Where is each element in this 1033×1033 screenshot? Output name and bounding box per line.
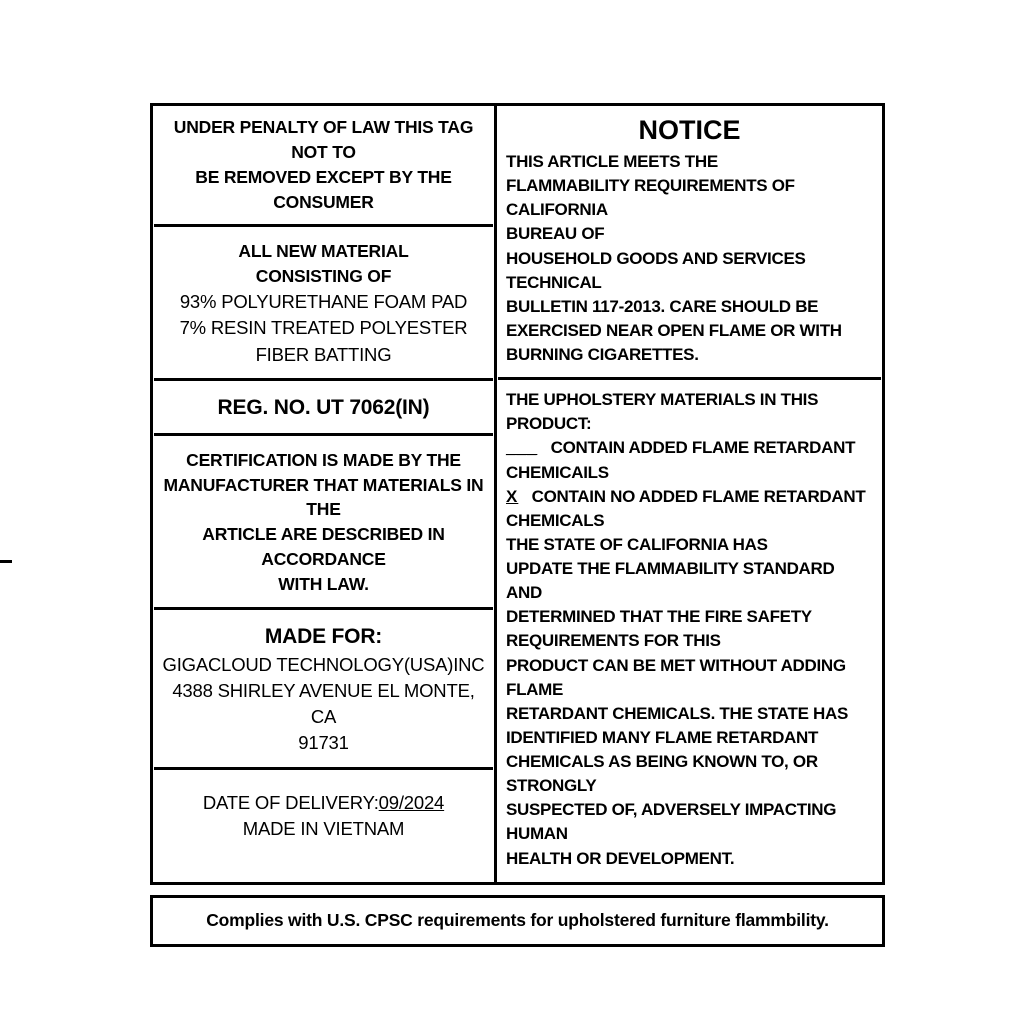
upholstery-option-2-cont: CHEMICALS [505, 510, 605, 530]
certification-line-4: WITH LAW. [278, 573, 369, 594]
upholstery-option-1 [506, 436, 873, 460]
upholstery-option-2 [506, 485, 873, 509]
upholstery-line-2: UPDATE THE FLAMMABILITY STANDARD AND [505, 559, 835, 603]
materials-line-1: ALL NEW MATERIAL [238, 241, 409, 262]
option-1-text: CONTAIN ADDED FLAME RETARDANT [550, 438, 856, 458]
materials-line-5: FIBER BATTING [255, 343, 392, 365]
penalty-line-1: UNDER PENALTY OF LAW THIS TAG NOT TO [173, 117, 474, 162]
materials-block [154, 227, 493, 380]
registration-number: REG. NO. UT 7062(IN) [217, 395, 430, 419]
delivery-date-label: DATE OF DELIVERY: [202, 791, 379, 813]
cpsc-footer-box [150, 895, 885, 947]
upholstery-heading: THE UPHOLSTERY MATERIALS IN THIS PRODUCT: [505, 390, 819, 434]
upholstery-line-6: RETARDANT CHEMICALS. THE STATE HAS [505, 703, 849, 723]
law-label [150, 103, 885, 976]
made-for-block [154, 610, 493, 770]
registration-block [154, 381, 493, 436]
penalty-line-2: BE REMOVED EXCEPT BY THE CONSUMER [195, 166, 452, 212]
upholstery-line-7: IDENTIFIED MANY FLAME RETARDANT [505, 727, 819, 747]
upholstery-line-8: CHEMICALS AS BEING KNOWN TO, OR STRONGLY [505, 752, 818, 796]
cpsc-footer-text: Complies with U.S. CPSC requirements for upholstered furniture flammbility. [206, 909, 829, 930]
left-column [152, 105, 496, 884]
option-1-mark[interactable]: ___ [505, 438, 538, 458]
option-2-mark[interactable]: X [505, 486, 519, 506]
notice-line-5: BULLETIN 117-2013. CARE SHOULD BE [505, 296, 819, 316]
right-column [495, 105, 883, 884]
delivery-date-value: 09/2024 [378, 791, 445, 813]
upholstery-line-9: SUSPECTED OF, ADVERSELY IMPACTING HUMAN [505, 800, 837, 844]
option-2-text: CONTAIN NO ADDED FLAME RETARDANT [531, 486, 866, 506]
notice-block [498, 107, 881, 380]
upholstery-line-10: HEALTH OR DEVELOPMENT. [505, 848, 735, 868]
certification-line-2: MANUFACTURER THAT MATERIALS IN THE [163, 474, 484, 520]
materials-line-2: CONSISTING OF [255, 266, 392, 287]
delivery-date-row [160, 778, 487, 816]
edge-tick-mark [0, 560, 12, 563]
notice-line-4: HOUSEHOLD GOODS AND SERVICES TECHNICAL [505, 248, 806, 292]
notice-line-6: EXERCISED NEAR OPEN FLAME OR WITH [505, 320, 842, 340]
penalty-block [154, 107, 493, 227]
label-table [150, 103, 885, 885]
made-for-line-3: 91731 [298, 732, 349, 754]
made-in-line: MADE IN VIETNAM [242, 817, 405, 839]
upholstery-block [498, 380, 881, 881]
upholstery-line-5: PRODUCT CAN BE MET WITHOUT ADDING FLAME [505, 655, 846, 699]
made-for-line-2: 4388 SHIRLEY AVENUE EL MONTE, CA [172, 679, 475, 728]
notice-title: NOTICE [638, 115, 741, 145]
upholstery-option-1-cont: CHEMICAILS [505, 462, 609, 482]
certification-block [154, 436, 493, 610]
table-row [152, 105, 884, 884]
materials-line-4: 7% RESIN TREATED POLYESTER [179, 317, 468, 339]
notice-line-3: BUREAU OF [505, 224, 605, 244]
delivery-block [154, 770, 493, 853]
made-for-line-1: GIGACLOUD TECHNOLOGY(USA)INC [162, 653, 485, 675]
upholstery-line-1: THE STATE OF CALIFORNIA HAS [505, 534, 768, 554]
notice-line-1: THIS ARTICLE MEETS THE [505, 152, 718, 172]
notice-line-7: BURNING CIGARETTES. [505, 345, 699, 365]
materials-line-3: 93% POLYURETHANE FOAM PAD [179, 291, 468, 313]
upholstery-line-4: REQUIREMENTS FOR THIS [505, 631, 721, 651]
certification-line-3: ARTICLE ARE DESCRIBED IN ACCORDANCE [202, 524, 445, 570]
upholstery-line-3: DETERMINED THAT THE FIRE SAFETY [505, 607, 812, 627]
notice-line-2: FLAMMABILITY REQUIREMENTS OF CALIFORNIA [505, 176, 795, 220]
made-for-heading: MADE FOR: [264, 624, 383, 648]
certification-line-1: CERTIFICATION IS MADE BY THE [186, 449, 461, 470]
